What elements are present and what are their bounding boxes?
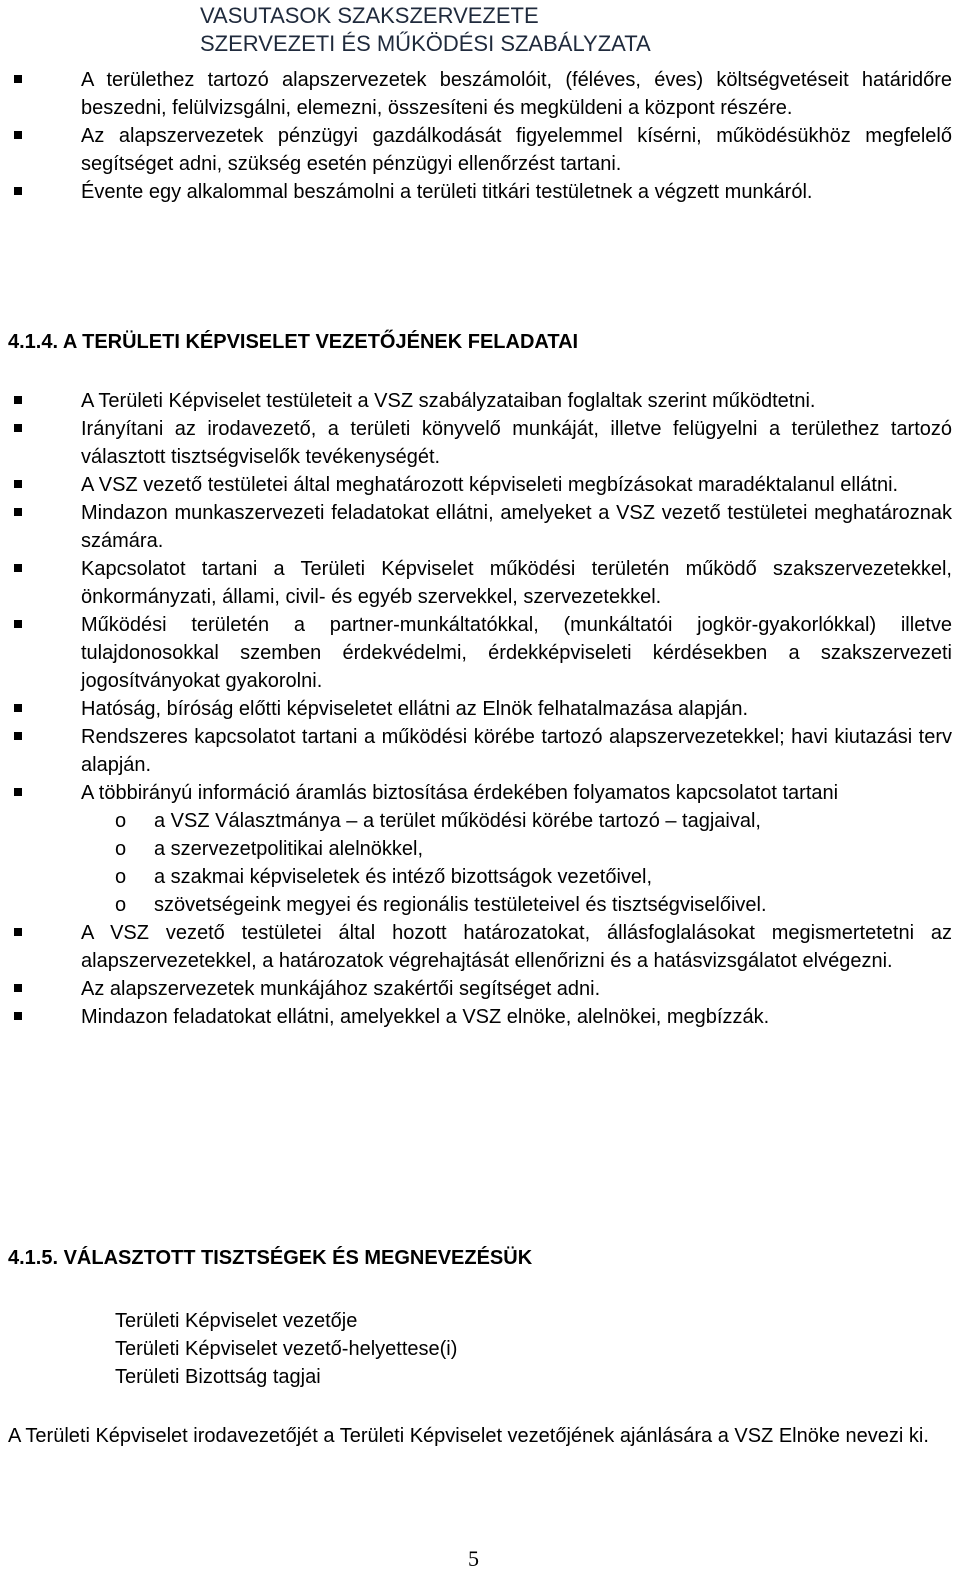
position-title: Területi Bizottság tagjai (115, 1366, 321, 1388)
header-line-2: SZERVEZETI ÉS MŰKÖDÉSI SZABÁLYZATA (200, 31, 651, 56)
circle-bullet-icon: o (115, 810, 127, 832)
square-bullet-icon (14, 564, 22, 572)
square-bullet-icon (14, 928, 22, 936)
list-item: Rendszeres kapcsolatot tartani a működési körébe tartozó alapszervezetekkel; havi kiutazási terv alapján. (0, 723, 960, 779)
square-bullet-icon (14, 396, 22, 404)
section-heading-4-1-4: 4.1.4. A TERÜLETI KÉPVISELET VEZETŐJÉNEK FELADATAI (8, 331, 579, 353)
circle-bullet-icon: o (115, 838, 127, 860)
square-bullet-icon (14, 424, 22, 432)
list-item: Az alapszervezetek munkájához szakértői segítséget adni. (0, 975, 960, 1003)
square-bullet-icon (14, 187, 22, 195)
square-bullet-icon (14, 131, 22, 139)
circle-bullet-icon: o (115, 894, 127, 916)
list-item: Évente egy alkalommal beszámolni a területi titkári testületnek a végzett munkáról. (0, 178, 960, 206)
square-bullet-icon (14, 480, 22, 488)
section-main-list (0, 387, 960, 1031)
list-item: Mindazon feladatokat ellátni, amelyekkel a VSZ elnöke, alelnökei, megbízzák. (0, 1003, 960, 1031)
list-item: A területhez tartozó alapszervezetek beszámolóit, (féléves, éves) költségvetéseit határidőre beszedni, felülvizsgálni, elemezni, összesíteni és megküldeni a központ részére. (0, 66, 960, 122)
elected-positions-list (115, 1307, 457, 1391)
page-number: 5 (468, 1546, 479, 1571)
list-item: Kapcsolatot tartani a Területi Képviselet működési területén működő szakszervezetekkel, önkormányzati, állami, civil- és egyéb szervekkel, szervezetekkel. (0, 555, 960, 611)
list-item: A többirányú információ áramlás biztosítása érdekében folyamatos kapcsolatot tartani o a VSZ Választmánya – a terület működési körébe tartozó – tagjaival, o a szervezetpolitikai alelnökkel, o a szakmai képviseletek és intéző bizottságok vezetőivel, o szövetségeink megyei és regionális testületeivel és tisztségviselőivel. (0, 779, 960, 919)
header-line-1: VASUTASOK SZAKSZERVEZETE (200, 3, 539, 28)
closing-paragraph: A Területi Képviselet irodavezetőjét a Területi Képviselet vezetőjének ajánlására a VSZ Elnöke nevezi ki. (8, 1425, 929, 1447)
square-bullet-icon (14, 732, 22, 740)
circle-bullet-icon: o (115, 866, 127, 888)
square-bullet-icon (14, 1012, 22, 1020)
position-title: Területi Képviselet vezető-helyettese(i) (115, 1338, 458, 1360)
list-item: Hatóság, bíróság előtti képviseletet ellátni az Elnök felhatalmazása alapján. (0, 695, 960, 723)
sub-list-item: o a szakmai képviseletek és intéző bizottságok vezetőivel, (0, 863, 952, 891)
list-item: A Területi Képviselet testületeit a VSZ szabályzataiban foglaltak szerint működtetni. (0, 387, 960, 415)
section-top-list (0, 66, 960, 206)
sub-list (0, 807, 952, 919)
sub-list-item: o a szervezetpolitikai alelnökkel, (0, 835, 952, 863)
square-bullet-icon (14, 788, 22, 796)
section-heading-4-1-5: 4.1.5. VÁLASZTOTT TISZTSÉGEK ÉS MEGNEVEZÉSÜK (8, 1247, 533, 1269)
list-item: Az alapszervezetek pénzügyi gazdálkodását figyelemmel kísérni, működésükhöz megfelelő segítséget adni, szükség esetén pénzügyi ellenőrzést tartani. (0, 122, 960, 178)
list-item: Irányítani az irodavezető, a területi könyvelő munkáját, illetve felügyelni a területhez tartozó választott tisztségviselők tevékenységét. (0, 415, 960, 471)
square-bullet-icon (14, 620, 22, 628)
document-header (200, 2, 720, 58)
square-bullet-icon (14, 704, 22, 712)
square-bullet-icon (14, 984, 22, 992)
list-item: A VSZ vezető testületei által hozott határozatokat, állásfoglalásokat megismertetetni az alapszervezetekkel, a határozatok végrehajtását ellenőrizni és a hatásvizsgálatot elvégezni. (0, 919, 960, 975)
list-item: A VSZ vezető testületei által meghatározott képviseleti megbízásokat maradéktalanul ellátni. (0, 471, 960, 499)
square-bullet-icon (14, 508, 22, 516)
square-bullet-icon (14, 75, 22, 83)
list-item: Mindazon munkaszervezeti feladatokat ellátni, amelyeket a VSZ vezető testületei meghatároznak számára. (0, 499, 960, 555)
sub-list-item: o szövetségeink megyei és regionális testületeivel és tisztségviselőivel. (0, 891, 952, 919)
sub-list-item: o a VSZ Választmánya – a terület működési körébe tartozó – tagjaival, (0, 807, 952, 835)
list-item: Működési területén a partner-munkáltatókkal, (munkáltatói jogkör-gyakorlókkal) illetve tulajdonosokkal szemben érdekvédelmi, érdekképviseleti kérdésekben a szakszervezeti jogosítványokat gyakorolni. (0, 611, 960, 695)
position-title: Területi Képviselet vezetője (115, 1310, 358, 1332)
